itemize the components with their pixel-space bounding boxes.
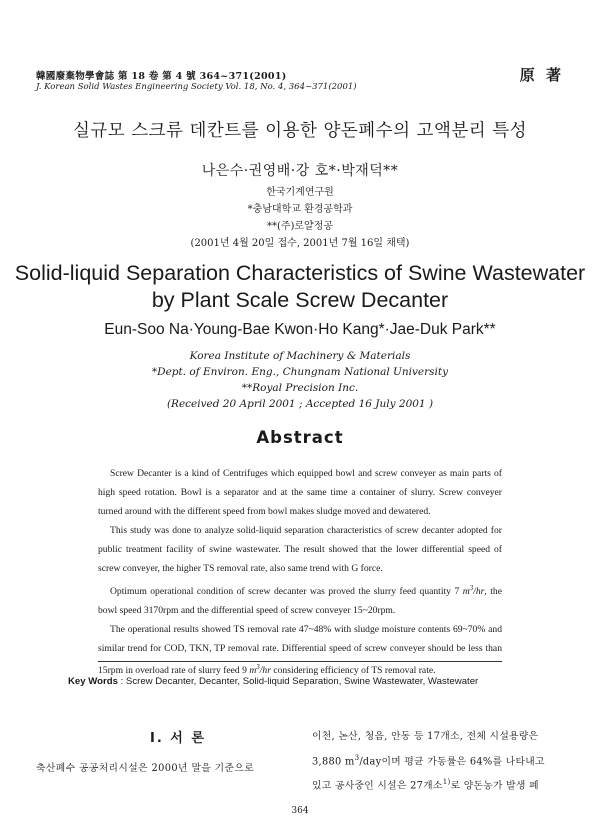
keywords-label: Key Words — [68, 676, 118, 687]
affiliation-english-2: *Dept. of Environ. Eng., Chungnam National University — [151, 366, 449, 378]
title-en-line-1: Solid-liquid Separation Characteristics of Swine Wastewater — [14, 261, 586, 285]
feed-unit-1: $m^3/hr$ — [462, 583, 485, 597]
page-number: 364 — [291, 806, 309, 816]
intro-right-line-1: 이천, 논산, 청음, 안동 등 17개소, 전체 시설용량은 — [312, 731, 539, 742]
journal-name-english: J. Korean Solid Wastes Engineering Society Vol. 18, No. 4, 364~371(2001) — [36, 82, 357, 92]
abstract-paragraph-2: This study was done to analyze solid-liquid separation characteristics of screw decanter adopted for public treatment facility of swine wastewater. The result showed that the lower differential speed of screw conveyer, the higher TS removal rate, also same trend with G force. — [98, 525, 502, 575]
intro-right-line-2: 3,880 $m^3$/day이며 평균 가동률은 64%를 나타내고 — [312, 753, 545, 767]
paper-title-korean: 실규모 스크류 데칸트를 이용한 양돈폐수의 고액분리 특성 — [72, 121, 528, 141]
authors-english: Eun-Soo Na·Young-Bae Kwon·Ho Kang*·Jae-Duk Park** — [104, 321, 496, 338]
abstract-p3-text-a: Optimum operational condition of screw decanter was proved the slurry feed quantity 7 — [110, 585, 460, 597]
article-type-tag: 原 著 — [519, 66, 564, 84]
abstract-p4-text-b: considering efficiency of TS removal rate. — [270, 665, 436, 677]
feed-unit-2: $m^3/hr$ — [249, 663, 271, 677]
title-en-line-2: by Plant Scale Screw Decanter — [151, 288, 449, 312]
abstract-paragraph-1: Screw Decanter is a kind of Centrifuges which equipped bowl and screw conveyer as main parts of high speed rotation. Bowl is a separator and at the same time a container of slurry. Screw conveyer turned around with the different speed from bowl makes sludge moved and dewatered. — [98, 468, 502, 518]
affiliation-korean-2: *충남대학교 환경공학과 — [247, 204, 353, 215]
intro-right-line-3: 있고 공사중인 시설은 27개소$^{1)}$로 양돈농가 발생 폐 — [312, 778, 539, 792]
authors-korean: 나은수·권영배·강 호*·박재덕** — [201, 163, 399, 179]
affiliation-korean-1: 한국기계연구원 — [266, 187, 334, 198]
affiliation-english-3: **Royal Precision Inc. — [241, 382, 359, 394]
abstract-body — [98, 464, 502, 680]
intro-right-column-text — [312, 727, 572, 797]
abstract-p4-text-a: The operational results showed TS removal rate 47~48% with sludge moisture contents 69~70% and similar trend for COD, TKN, TP removal rate. Differential speed of screw conveyer should be less than 15rpm in overload rate of slurry feed 9 — [98, 623, 502, 677]
abstract-paragraph-3: Optimum operational condition of screw decanter was proved the slurry feed quantity 7 $m^3/hr$, the bowl speed 3170rpm and the differential speed of screw conveyer 15~20rpm. — [98, 583, 502, 616]
received-dates-korean: (2001년 4월 20일 접수, 2001년 7월 16일 채택) — [190, 238, 410, 249]
affiliations-english — [0, 348, 600, 412]
abstract-heading: Abstract — [256, 428, 344, 447]
keywords-text: : Screw Decanter, Decanter, Solid-liquid Separation, Swine Wastewater, Wastewater — [117, 676, 479, 687]
journal-name-korean: 韓國廢棄物學會誌 第 18 卷 第 4 號 364~371(2001) — [36, 71, 287, 82]
intro-left-column-text: 축산폐수 공공처리시설은 2000년 말을 기준으로 — [36, 763, 255, 774]
affiliation-english-1: Korea Institute of Machinery & Materials — [189, 350, 411, 362]
received-dates-english: (Received 20 April 2001 ; Accepted 16 July 2001 ) — [166, 398, 434, 410]
paper-title-english — [0, 260, 600, 314]
affiliation-korean-3: **(주)로얄정공 — [266, 221, 334, 232]
abstract-p3-text-b: the bowl speed 3170rpm and the differential speed of screw conveyer 15~20rpm. — [98, 585, 502, 616]
keywords — [68, 676, 478, 687]
abstract-paragraph-4 — [98, 620, 502, 680]
abstract-divider — [98, 661, 502, 662]
section-heading-introduction: Ⅰ. 서 론 — [150, 731, 206, 746]
